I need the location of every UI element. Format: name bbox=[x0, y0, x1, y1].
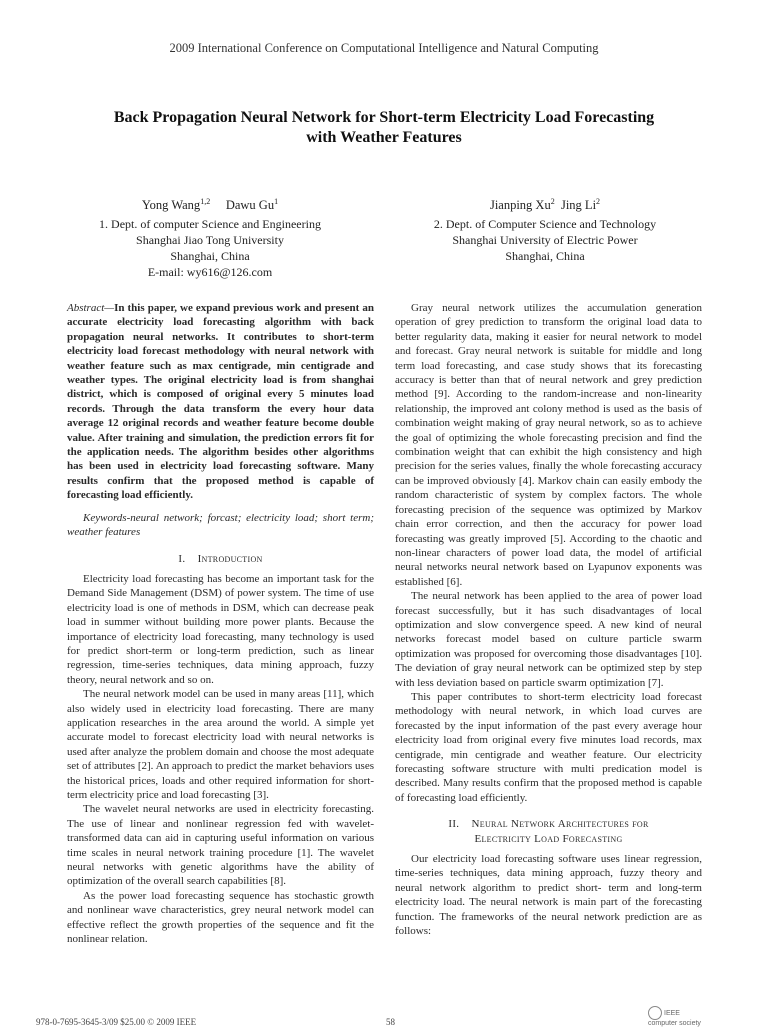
author-name: Jing Li bbox=[560, 198, 597, 213]
abstract-text: In this paper, we expand previous work and present an accurate electricity load forecasting algorithm with back propagation neural networks. It contributes to short-term electricity load forecast methodology with neural network with weather feature such as max centigrade, min centigrade and weather types. The original electricity load is from shanghai district, which is composed of original every 5 minutes load records. Through the data transform the every hour data average 12 original records and weather feature become double value. After training and simulation, the prediction errors fit for the application needs. The algorithm besides other algorithms has been used in electricity load forecasting software. Many results confirm that the proposed method is capable of forecasting load efficiently. bbox=[67, 302, 374, 502]
section-heading bbox=[67, 552, 374, 566]
section-number: II. bbox=[448, 818, 460, 831]
paragraph: As the power load forecasting sequence has stochastic growth and nonlinear wave characteristics, grey neural network model can effective reflect the growth properties of the sequence and fit the nonlinear relation. bbox=[67, 889, 374, 946]
paragraph: This paper contributes to short-term electricity load forecast methodology with neural network, in which load curves are forecasted by the input information of the past every average hour electricity load from original every five minutes load records, max centigrade, min centigrade and weather feature. Our electricity forecasting software structure with multi predication model is described. Many results confirm that the proposed method is capable of forecasting load efficiently. bbox=[395, 690, 702, 804]
paragraph: The wavelet neural networks are used in electricity forecasting. The use of linear and nonlinear regression fed with wavelet-transformed data can aid in capturing useful information on various time scales in neural network training procedure [1]. The wavelet neural networks with genetic algorithms have the ability of optimization of the overall search capabilities [8]. bbox=[67, 803, 374, 888]
author-name: Yong Wang bbox=[141, 198, 201, 213]
author-names-left bbox=[60, 194, 360, 213]
author-name: Dawu Gu bbox=[225, 198, 275, 213]
abstract-label: Abstract— bbox=[67, 302, 115, 314]
affiliation-line: Shanghai Jiao Tong University bbox=[136, 233, 284, 248]
section-number: I. bbox=[178, 552, 186, 565]
paper-title bbox=[60, 108, 708, 148]
section-heading bbox=[395, 817, 702, 846]
author-name: Jianping Xu bbox=[489, 198, 551, 213]
paragraph: Our electricity load forecasting software uses linear regression, time-series techniques, data mining approach, fuzzy theory and neural network algorithm to predict short- term and long-term electricity load. The neural network is main part of the forecasting function. The frameworks of the neural network prediction are as follows: bbox=[395, 853, 702, 938]
affiliation-line: Shanghai, China bbox=[170, 249, 250, 264]
page-number: 58 bbox=[386, 1017, 395, 1027]
title-line-2: with Weather Features bbox=[306, 129, 462, 146]
author-affiliation-mark: 1 bbox=[274, 197, 279, 206]
author-block-left bbox=[60, 194, 360, 280]
section-title: Neural Network Architectures for bbox=[471, 818, 649, 831]
logo-circle-icon bbox=[648, 1006, 662, 1020]
paragraph: The neural network model can be used in many areas [11], which also widely used in electricity load forecasting. There are many application researches in the area around the world. A simple yet accurate model to forecast electricity load with neural networks is used after analyze the problem domain and choose the most adequate set of attributes [2]. An approach to predict the market behaviors uses the historical prices, loads and other required information for short-term electricity price and load forecasting [3]. bbox=[67, 688, 374, 801]
author-affiliation-mark: 2 bbox=[596, 197, 601, 206]
conference-header: 2009 International Conference on Computational Intelligence and Natural Computing bbox=[169, 41, 599, 55]
author-block-right bbox=[395, 194, 695, 264]
ieee-computer-society-logo bbox=[648, 1006, 708, 1027]
author-affiliation-mark: 2 bbox=[550, 197, 555, 206]
abstract bbox=[67, 301, 374, 503]
logo-text-top: IEEE bbox=[664, 1009, 680, 1017]
paragraph: Electricity load forecasting has become an important task for the Demand Side Management (DSM) of power system. The time of use electricity load is one of methods in DSM, which can decrease peak load in summer without building more power plants. Because the importance of electricity load forecasting, many technology is used for predict short-term or long-term prediction, such as linear regression, time-series techniques, data mining approach, fuzzy theory, neural network and so on. bbox=[67, 572, 374, 686]
author-email[interactable]: E-mail: wy616@126.com bbox=[147, 265, 273, 280]
affiliation-line: Shanghai University of Electric Power bbox=[452, 233, 638, 248]
author-affiliation-mark: 1,2 bbox=[200, 197, 211, 206]
paragraph: The neural network has been applied to the area of power load forecast successfully, but it has such disadvantages of local optimization and slow convergence speed. A new kind of neural networks forecast model based on culture particle swarm optimization was proposed for overcoming those disadvantages [10]. The deviation of gray neural network can be optimized step by step with less deviation based on particle swarm optimization [7]. bbox=[395, 590, 702, 689]
paragraph: Gray neural network utilizes the accumulation generation operation of grey prediction to transform the original load data to better regularity data, making it easier for neural network to model and forecast. Gray neural network is suitable for middle and long term load forecasting, and case study shows that its forecasting accuracy is better than that of neural network and grey prediction method [9]. According to the random-increase and non-linearity relationship, the improved ant colony method is used as the basis of combination weight making of gray neural network, so as to achieve the goal of optimizing the whole forecasting precision and find the combination weight that can exhibit the high consistency and high precision for the series values, finally the whole forecasting accuracy can be improved obviously [4]. Markov chain can easily embody the random characteristic of system by complex factors. The whole forecasting precision of the sequence was optimized by Markov chain error correction, and then the accuracy for power load forecasting was greatly improved [5]. According to the chaotic and non-linear characters of power load data, the model of artificial neural networks neural network based on Lyapunov exponents was established [6]. bbox=[395, 302, 702, 588]
author-names-right bbox=[395, 194, 695, 213]
right-column bbox=[395, 301, 702, 938]
left-column bbox=[67, 301, 374, 946]
section-title: Electricity Load Forecasting bbox=[474, 832, 623, 845]
affiliation-line: 1. Dept. of computer Science and Engineering bbox=[99, 217, 321, 232]
affiliation-line: 2. Dept. of Computer Science and Technology bbox=[433, 217, 657, 232]
title-line-1: Back Propagation Neural Network for Short-term Electricity Load Forecasting bbox=[113, 109, 655, 126]
logo-text-bottom: computer society bbox=[648, 1020, 701, 1027]
affiliation-line: Shanghai, China bbox=[505, 249, 585, 264]
keywords: Keywords-neural network; forcast; electricity load; short term; weather features bbox=[67, 511, 374, 539]
copyright-footer: 978-0-7695-3645-3/09 $25.00 © 2009 IEEE bbox=[36, 1017, 197, 1027]
section-title: Introduction bbox=[197, 552, 263, 565]
